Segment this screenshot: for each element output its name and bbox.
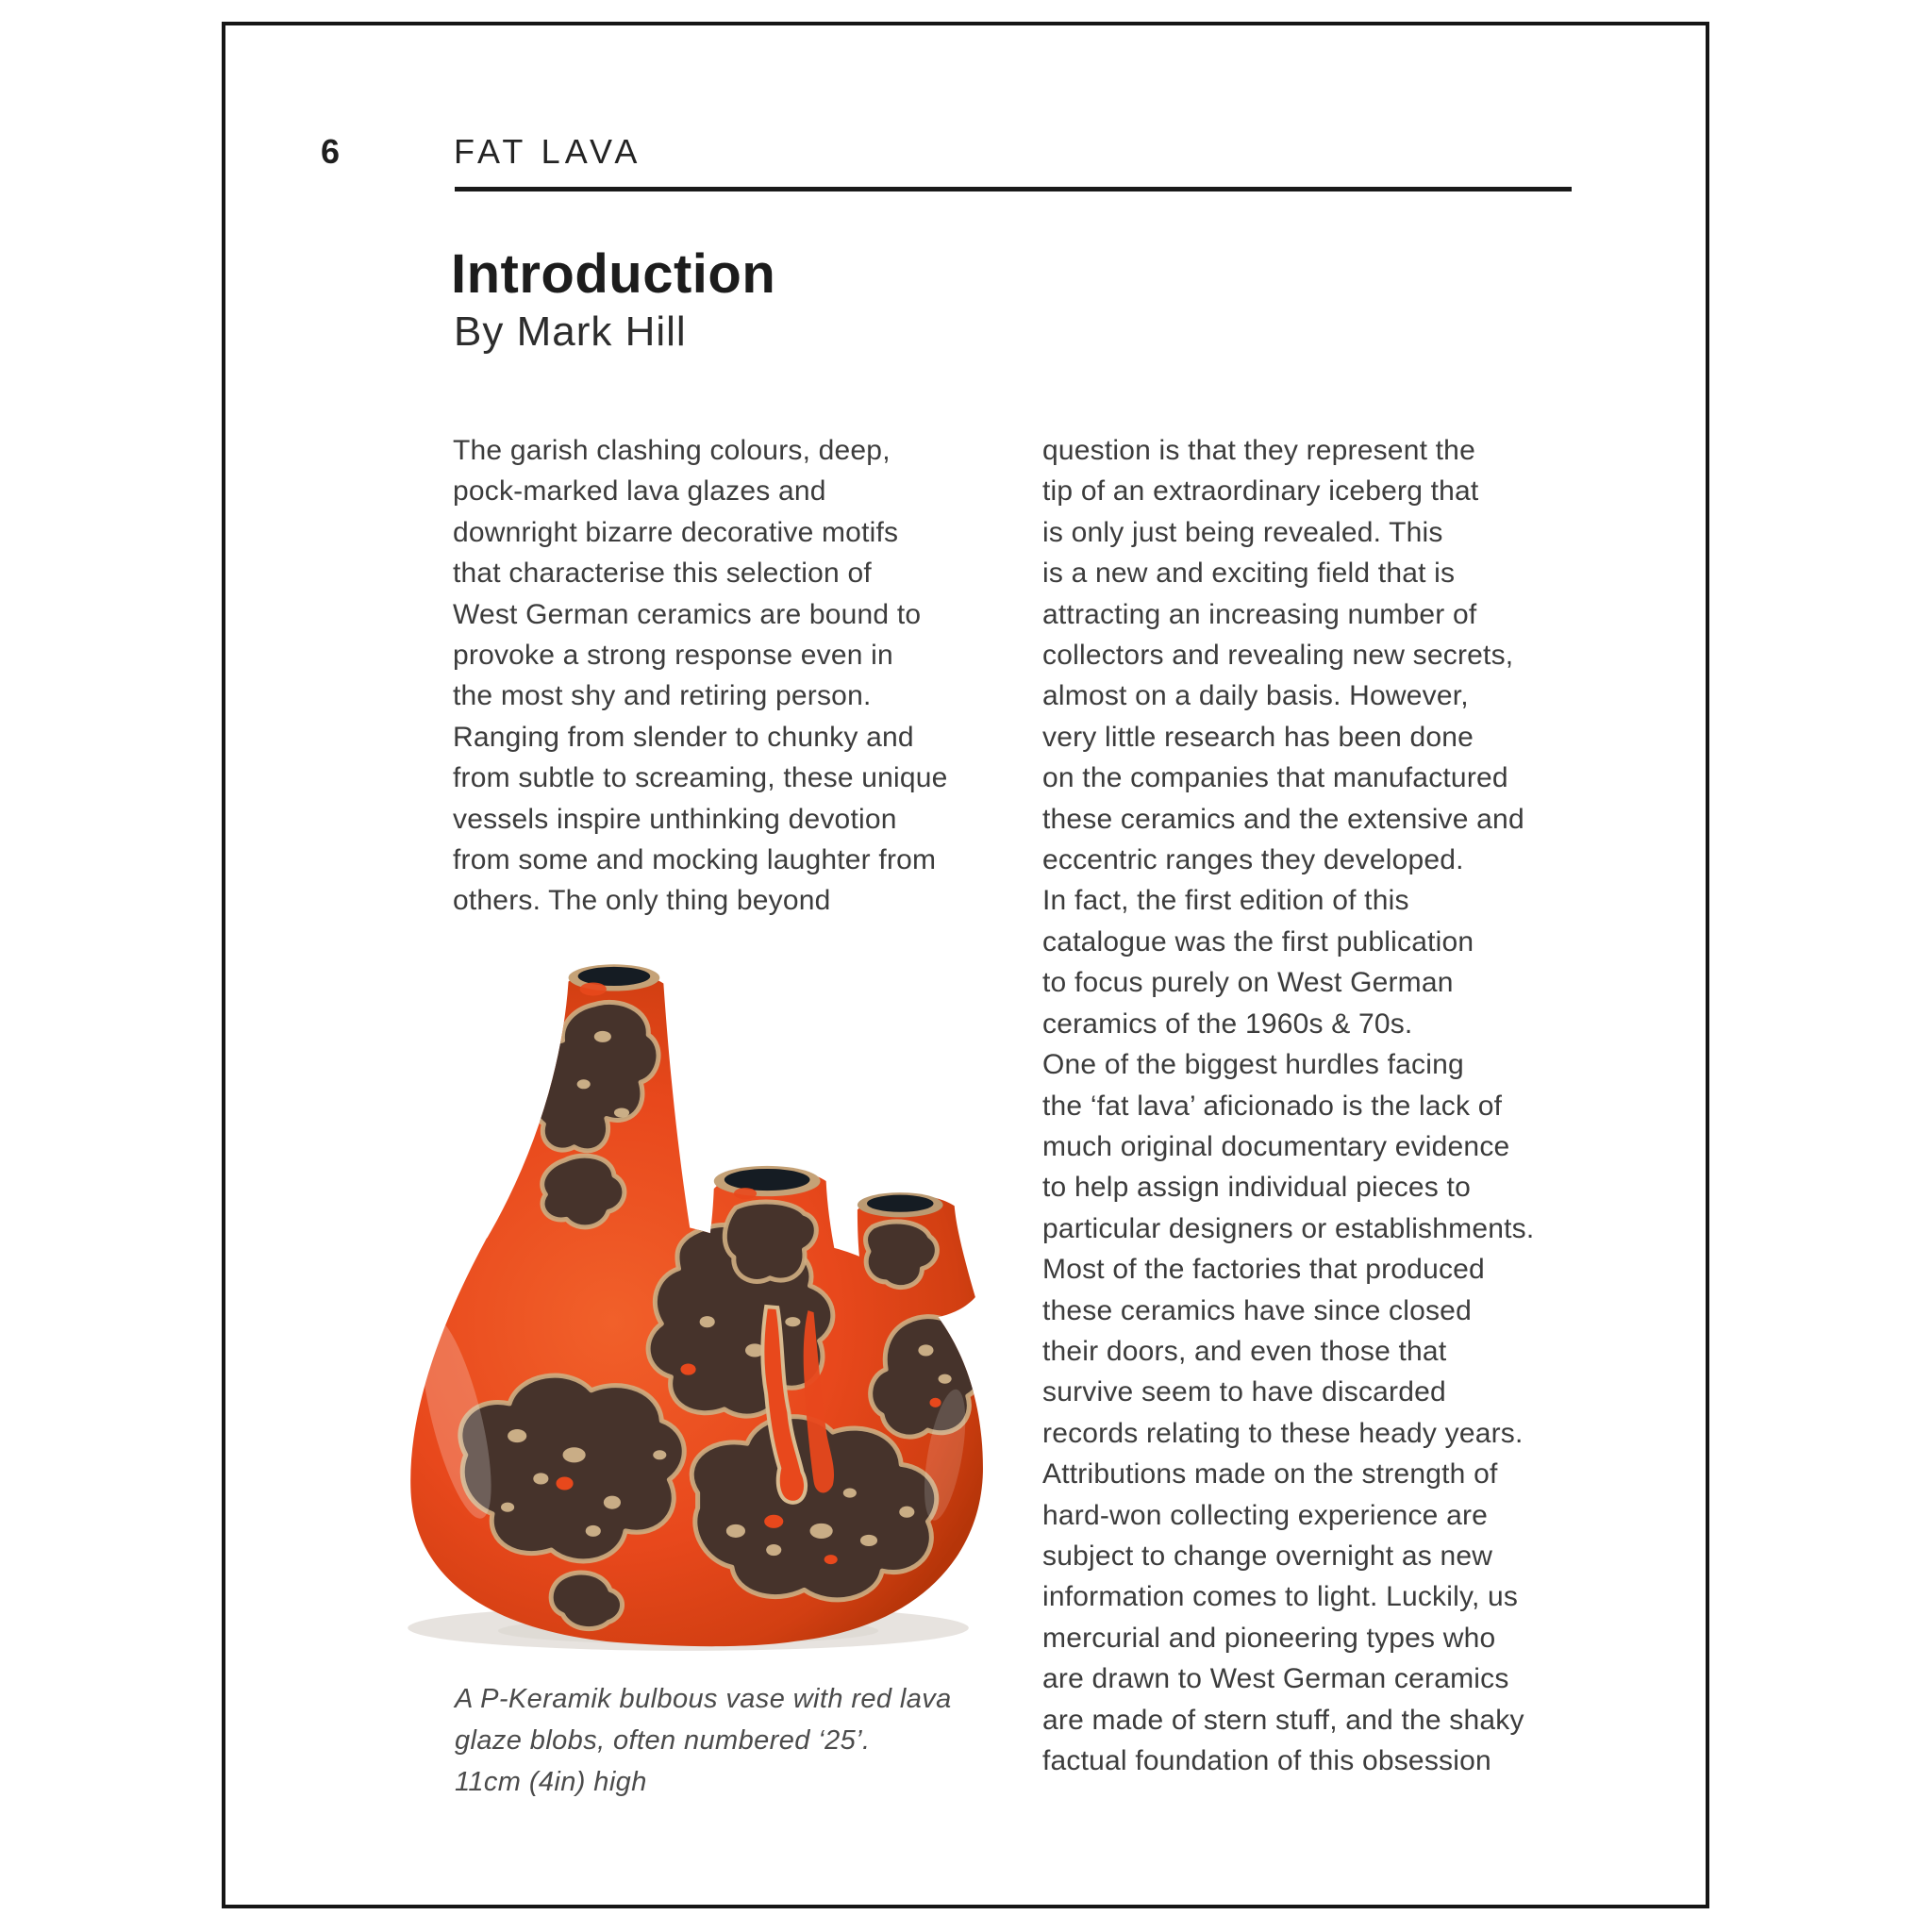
vase-photo bbox=[375, 922, 992, 1674]
article-title: Introduction bbox=[451, 243, 776, 305]
text-line: much original documentary evidence bbox=[1042, 1130, 1510, 1162]
text-line: subject to change overnight as new bbox=[1042, 1540, 1493, 1572]
text-line: information comes to light. Luckily, us bbox=[1042, 1581, 1519, 1613]
text-line: from some and mocking laughter from bbox=[453, 844, 937, 876]
text-line: In fact, the first edition of this bbox=[1042, 885, 1409, 917]
text-line: vessels inspire unthinking devotion bbox=[453, 803, 897, 835]
text-line: catalogue was the first publication bbox=[1042, 925, 1474, 958]
page-frame bbox=[222, 22, 1709, 1908]
text-line: these ceramics have since closed bbox=[1042, 1294, 1472, 1326]
article-byline: By Mark Hill bbox=[454, 308, 687, 355]
text-line: One of the biggest hurdles facing bbox=[1042, 1049, 1464, 1081]
text-line: 11cm (4in) high bbox=[455, 1767, 647, 1797]
text-line: ceramics of the 1960s & 70s. bbox=[1042, 1008, 1413, 1040]
text-line: Attributions made on the strength of bbox=[1042, 1458, 1498, 1491]
text-line: very little research has been done bbox=[1042, 721, 1474, 753]
text-line: downright bizarre decorative motifs bbox=[453, 516, 899, 548]
text-line: mercurial and pioneering types who bbox=[1042, 1622, 1496, 1654]
body-column-right bbox=[1042, 430, 1613, 1781]
text-line: to help assign individual pieces to bbox=[1042, 1172, 1471, 1204]
text-line: from subtle to screaming, these unique bbox=[453, 762, 948, 794]
header-rule bbox=[455, 187, 1572, 192]
text-line: survive seem to have discarded bbox=[1042, 1376, 1446, 1408]
text-line: tip of an extraordinary iceberg that bbox=[1042, 475, 1479, 508]
text-line: on the companies that manufactured bbox=[1042, 762, 1508, 794]
text-line: West German ceramics are bound to bbox=[453, 598, 922, 630]
text-line: pock-marked lava glazes and bbox=[453, 475, 826, 508]
text-line: question is that they represent the bbox=[1042, 435, 1475, 466]
text-line: eccentric ranges they developed. bbox=[1042, 844, 1464, 876]
text-line: almost on a daily basis. However, bbox=[1042, 680, 1469, 712]
figure-caption bbox=[455, 1678, 1040, 1803]
text-line: particular designers or establishments. bbox=[1042, 1212, 1535, 1244]
text-line: to focus purely on West German bbox=[1042, 967, 1454, 999]
text-line: hard-won collecting experience are bbox=[1042, 1499, 1489, 1531]
text-line: glaze blobs, often numbered ‘25’. bbox=[455, 1725, 871, 1756]
text-line: The garish clashing colours, deep, bbox=[453, 435, 891, 466]
text-line: factual foundation of this obsession bbox=[1042, 1745, 1491, 1776]
running-head-book-title: FAT LAVA bbox=[454, 132, 642, 171]
page-number: 6 bbox=[321, 132, 341, 171]
text-line: provoke a strong response even in bbox=[453, 640, 893, 672]
text-line: attracting an increasing number of bbox=[1042, 598, 1477, 630]
text-line: others. The only thing beyond bbox=[453, 885, 831, 917]
text-line: that characterise this selection of bbox=[453, 558, 872, 590]
vase-illustration bbox=[375, 922, 992, 1674]
text-line: are made of stern stuff, and the shaky bbox=[1042, 1704, 1524, 1736]
text-line: their doors, and even those that bbox=[1042, 1335, 1447, 1367]
text-line: is only just being revealed. This bbox=[1042, 516, 1443, 548]
body-column-left bbox=[453, 430, 1024, 922]
text-line: Most of the factories that produced bbox=[1042, 1254, 1485, 1286]
text-line: these ceramics and the extensive and bbox=[1042, 803, 1524, 835]
text-line: the ‘fat lava’ aficionado is the lack of bbox=[1042, 1090, 1503, 1122]
text-line: collectors and revealing new secrets, bbox=[1042, 640, 1514, 672]
text-line: are drawn to West German ceramics bbox=[1042, 1663, 1509, 1695]
text-line: records relating to these heady years. bbox=[1042, 1417, 1524, 1449]
text-line: Ranging from slender to chunky and bbox=[453, 721, 914, 753]
text-line: the most shy and retiring person. bbox=[453, 680, 872, 712]
text-line: is a new and exciting field that is bbox=[1042, 558, 1456, 590]
text-line: A P-Keramik bulbous vase with red lava bbox=[455, 1684, 952, 1714]
